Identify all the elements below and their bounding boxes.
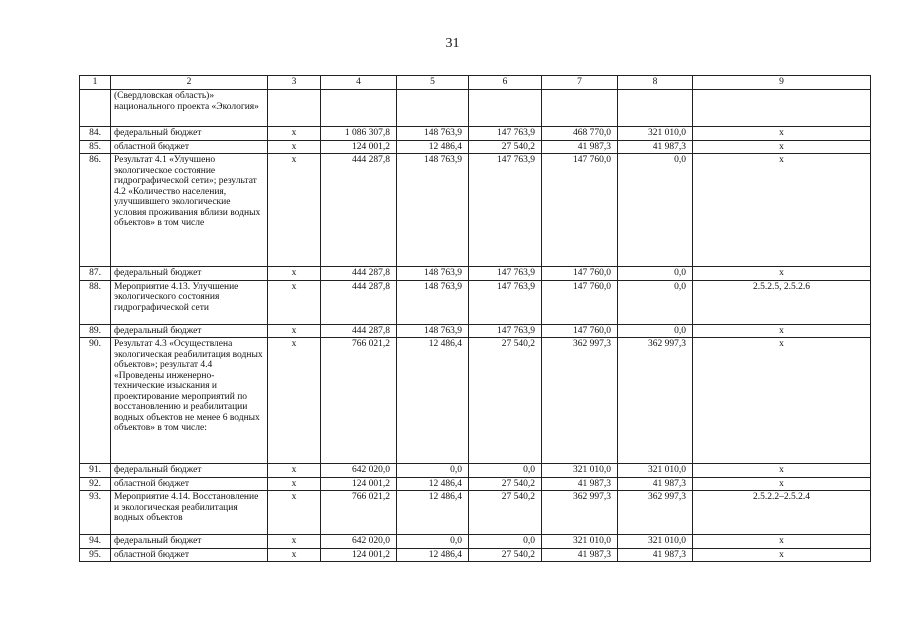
row-name: Результат 4.3 «Осуществлена экологическая реабилитация водных объектов»; результат 4.4 «Проведены инженерно-технические изыскания и проектирование мероприятий по восстановлению и реабилитации водных объектов не менее 6 водных объектов» в том числе:	[111, 338, 268, 464]
row-name: федеральный бюджет	[111, 324, 268, 338]
col4-cell	[321, 90, 397, 127]
column-header: 4	[321, 76, 397, 90]
row-number: 88.	[80, 280, 111, 324]
col5-cell: 0,0	[397, 464, 469, 478]
col6-cell: 0,0	[469, 535, 542, 549]
col9-cell: х	[693, 477, 871, 491]
row-number: 87.	[80, 267, 111, 281]
col3-cell: х	[268, 535, 321, 549]
col7-cell	[542, 90, 618, 127]
col3-cell: х	[268, 267, 321, 281]
page-number: 31	[445, 36, 460, 51]
row-number: 86.	[80, 154, 111, 267]
col4-cell: 124 001,2	[321, 140, 397, 154]
col5-cell: 0,0	[397, 535, 469, 549]
col5-cell: 12 486,4	[397, 548, 469, 562]
row-number: 91.	[80, 464, 111, 478]
column-header: 7	[542, 76, 618, 90]
row-number: 90.	[80, 338, 111, 464]
col9-cell: х	[693, 324, 871, 338]
col8-cell: 0,0	[618, 267, 693, 281]
col7-cell: 147 760,0	[542, 267, 618, 281]
table-header-row	[80, 76, 871, 90]
col6-cell	[469, 90, 542, 127]
budget-table	[79, 75, 871, 562]
col8-cell: 0,0	[618, 154, 693, 267]
col5-cell: 12 486,4	[397, 140, 469, 154]
table-row	[80, 477, 871, 491]
col6-cell: 147 763,9	[469, 127, 542, 141]
row-number: 93.	[80, 491, 111, 535]
row-name: областной бюджет	[111, 477, 268, 491]
column-header: 1	[80, 76, 111, 90]
row-name: федеральный бюджет	[111, 127, 268, 141]
row-name: федеральный бюджет	[111, 464, 268, 478]
col8-cell	[618, 90, 693, 127]
col9-cell: х	[693, 338, 871, 464]
col7-cell: 147 760,0	[542, 324, 618, 338]
row-name: федеральный бюджет	[111, 535, 268, 549]
col6-cell: 27 540,2	[469, 140, 542, 154]
row-number: 95.	[80, 548, 111, 562]
table-row	[80, 154, 871, 267]
row-name: областной бюджет	[111, 140, 268, 154]
col4-cell: 444 287,8	[321, 154, 397, 267]
col3-cell: х	[268, 491, 321, 535]
col3-cell: х	[268, 140, 321, 154]
col6-cell: 27 540,2	[469, 477, 542, 491]
table-row	[80, 535, 871, 549]
col8-cell: 321 010,0	[618, 127, 693, 141]
row-number: 94.	[80, 535, 111, 549]
column-header: 8	[618, 76, 693, 90]
col3-cell	[268, 90, 321, 127]
col9-cell: 2.5.2.2–2.5.2.4	[693, 491, 871, 535]
col9-cell: х	[693, 267, 871, 281]
row-name: Мероприятие 4.14. Восстановление и экологическая реабилитация водных объектов	[111, 491, 268, 535]
col8-cell: 362 997,3	[618, 338, 693, 464]
col5-cell	[397, 90, 469, 127]
col6-cell: 147 763,9	[469, 280, 542, 324]
col9-cell: х	[693, 154, 871, 267]
col8-cell: 0,0	[618, 280, 693, 324]
col5-cell: 148 763,9	[397, 324, 469, 338]
table-row	[80, 267, 871, 281]
col9-cell: х	[693, 464, 871, 478]
row-name: федеральный бюджет	[111, 267, 268, 281]
col7-cell: 41 987,3	[542, 548, 618, 562]
col5-cell: 148 763,9	[397, 280, 469, 324]
col7-cell: 321 010,0	[542, 464, 618, 478]
col4-cell: 642 020,0	[321, 464, 397, 478]
col5-cell: 148 763,9	[397, 154, 469, 267]
column-header: 6	[469, 76, 542, 90]
col7-cell: 41 987,3	[542, 477, 618, 491]
col9-cell	[693, 90, 871, 127]
col4-cell: 766 021,2	[321, 338, 397, 464]
col4-cell: 642 020,0	[321, 535, 397, 549]
table-row	[80, 324, 871, 338]
col5-cell: 148 763,9	[397, 267, 469, 281]
table-row	[80, 140, 871, 154]
column-header: 5	[397, 76, 469, 90]
table-row	[80, 548, 871, 562]
col6-cell: 147 763,9	[469, 267, 542, 281]
col7-cell: 147 760,0	[542, 280, 618, 324]
col4-cell: 1 086 307,8	[321, 127, 397, 141]
col8-cell: 0,0	[618, 324, 693, 338]
col4-cell: 444 287,8	[321, 267, 397, 281]
col5-cell: 12 486,4	[397, 477, 469, 491]
col7-cell: 41 987,3	[542, 140, 618, 154]
row-number: 92.	[80, 477, 111, 491]
col7-cell: 362 997,3	[542, 491, 618, 535]
col9-cell: х	[693, 535, 871, 549]
col3-cell: х	[268, 548, 321, 562]
col4-cell: 444 287,8	[321, 324, 397, 338]
col8-cell: 362 997,3	[618, 491, 693, 535]
col7-cell: 321 010,0	[542, 535, 618, 549]
col3-cell: х	[268, 477, 321, 491]
col8-cell: 321 010,0	[618, 535, 693, 549]
col5-cell: 12 486,4	[397, 338, 469, 464]
col9-cell: х	[693, 127, 871, 141]
row-number	[80, 90, 111, 127]
col9-cell: х	[693, 140, 871, 154]
col4-cell: 444 287,8	[321, 280, 397, 324]
col6-cell: 147 763,9	[469, 324, 542, 338]
col3-cell: х	[268, 324, 321, 338]
table-row	[80, 280, 871, 324]
col8-cell: 321 010,0	[618, 464, 693, 478]
col7-cell: 468 770,0	[542, 127, 618, 141]
col5-cell: 12 486,4	[397, 491, 469, 535]
col7-cell: 362 997,3	[542, 338, 618, 464]
col8-cell: 41 987,3	[618, 548, 693, 562]
col4-cell: 766 021,2	[321, 491, 397, 535]
column-header: 9	[693, 76, 871, 90]
row-name: (Свердловская область)» национального проекта «Экология»	[111, 90, 268, 127]
col6-cell: 0,0	[469, 464, 542, 478]
col3-cell: х	[268, 127, 321, 141]
row-number: 84.	[80, 127, 111, 141]
table-row	[80, 464, 871, 478]
col4-cell: 124 001,2	[321, 477, 397, 491]
col3-cell: х	[268, 338, 321, 464]
col9-cell: х	[693, 548, 871, 562]
table-row	[80, 127, 871, 141]
col6-cell: 147 763,9	[469, 154, 542, 267]
row-number: 85.	[80, 140, 111, 154]
row-name: областной бюджет	[111, 548, 268, 562]
table-row	[80, 491, 871, 535]
col3-cell: х	[268, 280, 321, 324]
row-name: Результат 4.1 «Улучшено экологическое состояние гидрографической сети»; результат 4.2 «Количество населения, улучшившего экологические условия проживания вблизи водных объектов» в том числе	[111, 154, 268, 267]
col3-cell: х	[268, 464, 321, 478]
col6-cell: 27 540,2	[469, 338, 542, 464]
col6-cell: 27 540,2	[469, 548, 542, 562]
col8-cell: 41 987,3	[618, 140, 693, 154]
column-header: 3	[268, 76, 321, 90]
col8-cell: 41 987,3	[618, 477, 693, 491]
row-number: 89.	[80, 324, 111, 338]
col4-cell: 124 001,2	[321, 548, 397, 562]
table-row	[80, 338, 871, 464]
col5-cell: 148 763,9	[397, 127, 469, 141]
col6-cell: 27 540,2	[469, 491, 542, 535]
col3-cell: х	[268, 154, 321, 267]
column-header: 2	[111, 76, 268, 90]
row-name: Мероприятие 4.13. Улучшение экологического состояния гидрографической сети	[111, 280, 268, 324]
table-row	[80, 90, 871, 127]
col7-cell: 147 760,0	[542, 154, 618, 267]
col9-cell: 2.5.2.5, 2.5.2.6	[693, 280, 871, 324]
